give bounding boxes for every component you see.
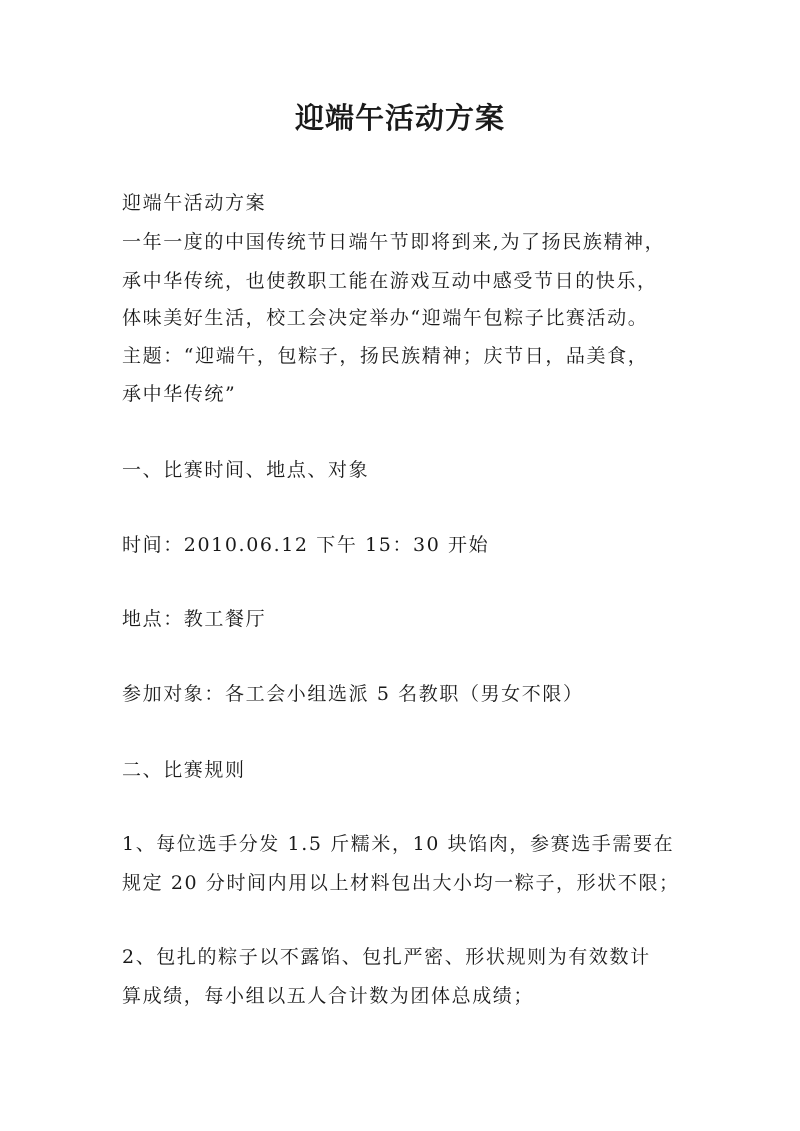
- rule-line: 1、每位选手分发 1.5 斤糯米，10 块馅肉，参赛选手需要在: [122, 833, 675, 855]
- intro-line: 一年一度的中国传统节日端午节即将到来,为了扬民族精神，: [122, 231, 666, 253]
- intro-line: 主题：“迎端午，包粽子，扬民族精神；庆节日，品美食，: [122, 345, 649, 367]
- section-heading: 二、比赛规则: [122, 759, 246, 781]
- intro-line: 承中华传统”: [122, 383, 237, 405]
- document-title: 迎端午活动方案: [294, 101, 505, 135]
- rule-line: 算成绩，每小组以五人合计数为团体总成绩；: [122, 985, 535, 1007]
- intro-line: 体味美好生活，校工会决定举办“迎端午包粽子比赛活动。: [122, 307, 649, 329]
- event-time: 时间：2010.06.12 下午 15：30 开始: [122, 534, 490, 556]
- intro-subtitle: 迎端午活动方案: [122, 192, 267, 214]
- section-heading: 一、比赛时间、地点、对象: [122, 459, 370, 481]
- intro-line: 承中华传统，也使教职工能在游戏互动中感受节日的快乐，: [122, 270, 658, 292]
- event-place: 地点：教工餐厅: [122, 608, 267, 630]
- rule-line: 2、包扎的粽子以不露馅、包扎严密、形状规则为有效数计: [122, 946, 651, 968]
- event-participants: 参加对象：各工会小组选派 5 名教职（男女不限）: [122, 683, 584, 705]
- rule-line: 规定 20 分时间内用以上材料包出大小均一粽子，形状不限；: [122, 872, 680, 894]
